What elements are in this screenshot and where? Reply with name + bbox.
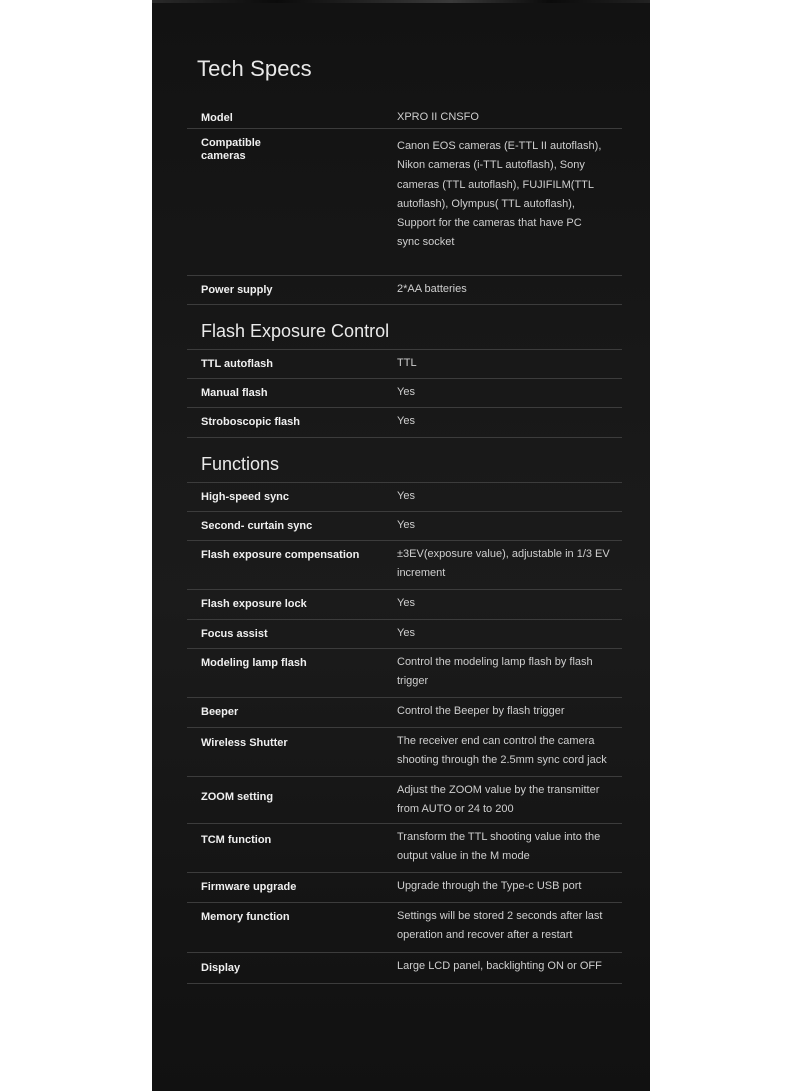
spec-label: Firmware upgrade [201, 881, 297, 893]
spec-row-manual-flash [187, 379, 622, 408]
spec-label: Stroboscopic flash [201, 416, 301, 428]
spec-label: Focus assist [201, 628, 268, 640]
spec-label: Wireless Shutter [201, 737, 288, 749]
spec-row-ttl-autoflash [187, 349, 622, 379]
spec-row-stroboscopic-flash [187, 408, 622, 438]
spec-value: Settings will be stored 2 seconds after last operation and recover after a restart [397, 910, 603, 942]
spec-row-flash-exposure-lock [187, 590, 622, 620]
spec-value: Adjust the ZOOM value by the transmitter from AUTO or 24 to 200 [397, 784, 600, 816]
section-general [187, 104, 622, 305]
spec-row-memory-function [187, 903, 622, 953]
spec-row-display [187, 953, 622, 984]
spec-panel [152, 0, 650, 1091]
spec-label: TCM function [201, 834, 272, 846]
spec-label: ZOOM setting [201, 791, 274, 803]
spec-row-second-curtain-sync [187, 512, 622, 541]
spec-label: Second- curtain sync [201, 520, 313, 532]
product-image-edge [152, 0, 650, 3]
section-heading: Flash Exposure Control [201, 321, 390, 341]
spec-label: TTL autoflash [201, 358, 273, 370]
spec-label: Manual flash [201, 387, 268, 399]
spec-value: Control the modeling lamp flash by flash trigger [397, 656, 593, 688]
spec-label: Memory function [201, 911, 290, 923]
spec-value: Yes [397, 627, 415, 639]
section-flash-exposure-control [187, 305, 622, 438]
spec-value: XPRO II CNSFO [397, 111, 479, 123]
spec-row-tcm-function [187, 824, 622, 873]
spec-label: High-speed sync [201, 491, 290, 503]
spec-label: Beeper [201, 706, 239, 718]
spec-row-compatible-cameras [187, 129, 622, 276]
page-title: Tech Specs [197, 56, 312, 81]
spec-row-power-supply [187, 276, 622, 305]
spec-label: Display [201, 962, 241, 974]
spec-label: Power supply [201, 284, 273, 296]
spec-label: Compatible cameras [201, 137, 261, 162]
spec-value: Yes [397, 597, 415, 609]
spec-value: Transform the TTL shooting value into the output value in the M mode [397, 831, 601, 863]
spec-row-wireless-shutter [187, 728, 622, 777]
section-heading: Functions [201, 454, 280, 474]
spec-value: TTL [397, 357, 417, 369]
spec-row-flash-exposure-compensation [187, 541, 622, 590]
spec-label: Flash exposure lock [201, 598, 307, 610]
spec-value: Yes [397, 415, 415, 427]
spec-label: Model [201, 112, 233, 124]
spec-row-high-speed-sync [187, 482, 622, 512]
spec-row-firmware-upgrade [187, 873, 622, 903]
spec-value: Large LCD panel, backlighting ON or OFF [397, 960, 602, 972]
spec-row-modeling-lamp-flash [187, 649, 622, 698]
spec-row-model [187, 104, 622, 129]
spec-row-beeper [187, 698, 622, 728]
spec-value: Yes [397, 519, 415, 531]
spec-label: Flash exposure compensation [201, 549, 360, 561]
spec-row-focus-assist [187, 620, 622, 649]
section-functions [187, 438, 622, 984]
spec-value: Yes [397, 386, 415, 398]
spec-value: The receiver end can control the camera shooting through the 2.5mm sync cord jack [397, 735, 607, 767]
spec-value: ±3EV(exposure value), adjustable in 1/3 EV increment [397, 548, 610, 580]
spec-value: Control the Beeper by flash trigger [397, 705, 565, 717]
spec-value: Yes [397, 490, 415, 502]
spec-value: Canon EOS cameras (E-TTL II autoflash), Nikon cameras (i-TTL autoflash), Sony cameras (TTL autoflash), FUJIFILM(TTL autoflash), Olympus( TTL autoflash), Support for the cameras that have PC sync socket [397, 140, 602, 249]
spec-row-zoom-setting [187, 777, 622, 824]
spec-value: Upgrade through the Type-c USB port [397, 880, 582, 892]
spec-label: Modeling lamp flash [201, 657, 307, 669]
spec-value: 2*AA batteries [397, 283, 467, 295]
